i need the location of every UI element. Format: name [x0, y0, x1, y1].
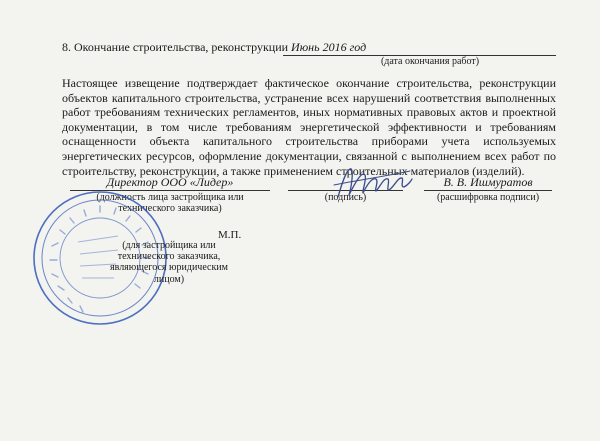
seal-caption-line-4: лицом)	[153, 273, 185, 285]
name-underline	[424, 190, 552, 191]
seal-caption-line-3: являющегося юридическим	[110, 262, 228, 274]
completion-date-value: Июнь 2016 год	[291, 40, 367, 54]
handwritten-signature	[332, 163, 414, 205]
seal-caption-line-1: (для застройщика или	[122, 240, 216, 251]
position-caption-line-2: технического заказчика)	[118, 203, 222, 214]
completion-date-caption: (дата окончания работ)	[380, 56, 480, 67]
name-caption: (расшифровка подписи)	[436, 192, 540, 203]
seal-caption	[94, 240, 244, 285]
name-value: В. В. Ишмуратов	[443, 175, 533, 189]
item-8-label: 8. Окончание строительства, реконструкции	[62, 40, 289, 54]
seal-caption-line-2: технического заказчика,	[117, 251, 221, 263]
position-caption-line-1: (должность лица застройщика или	[96, 192, 244, 203]
position-value: Директор ООО «Лидер»	[106, 175, 234, 189]
signature-caption: (подпись)	[324, 192, 367, 203]
item-8-line	[62, 40, 556, 54]
notice-paragraph: Настоящее извещение подтверждает фактическое окончание строительства, реконструкции объектов капитального строительства, устранение всех нарушений соответствия выполненных работ требованиям технических регламентов, иных нормативных правовых актов и проектной документации, в том числе требованиям энергетической эффективности и требованиям оснащенности объекта капитального строительства приборами учета используемых энергетических ресурсов, оформление документации, связанной с выполнением всех работ по строительству, реконструкции, а также применением строительных материалов (изделий).	[62, 76, 556, 178]
seal-mp-label: М.П.	[218, 229, 242, 241]
